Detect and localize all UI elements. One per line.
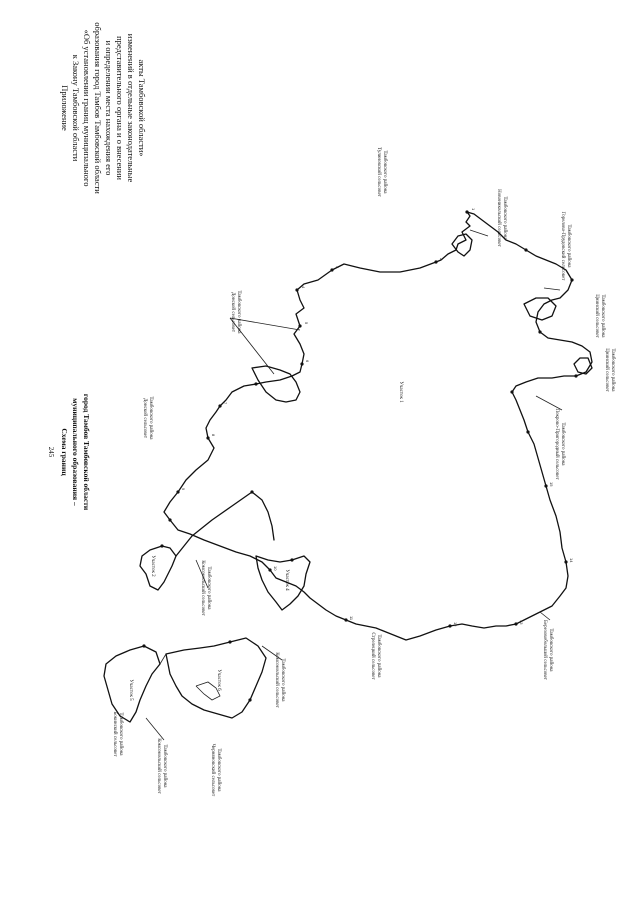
section-2-label: Участок 2 — [150, 555, 155, 577]
komsomolsky-c-label-2: Тамбовского района — [162, 744, 167, 788]
point-label: 15 — [549, 482, 554, 487]
point-marker — [248, 698, 251, 701]
point-label: 10 — [273, 566, 278, 571]
point-marker — [160, 544, 163, 547]
annex-line-5: и определении места нахождения его — [104, 40, 114, 176]
section-1-label: Участок 1 — [398, 381, 403, 403]
point-label: 3 — [335, 266, 340, 269]
chernyanovsky-label-2: Тамбовского района — [216, 748, 221, 792]
point-label: 1 — [471, 208, 476, 211]
goryelo-label-2: Тамбовского района — [566, 224, 571, 268]
tulinovsky-label-2: Тамбовского района — [382, 150, 387, 194]
pokrovo-label-1: Покрово-Пригородный сельсовет — [554, 408, 559, 480]
section-6-link — [160, 654, 166, 664]
point-marker — [448, 624, 451, 627]
point-marker — [142, 644, 145, 647]
point-label: 5 — [304, 322, 309, 325]
komsomolsky-c-label-1: Комсомольский сельсовет — [156, 738, 161, 794]
bokinsky-label-1: Бокинский сельсовет — [112, 711, 117, 757]
section-4-label: Участок 4 — [284, 569, 289, 591]
point-marker — [250, 490, 253, 493]
novonikolsky-leader — [470, 230, 488, 236]
point-marker — [330, 268, 333, 271]
stupinsky-label-1: Стрелецкий сельсовет — [370, 632, 375, 680]
komsomolsky-b-label-1: Комсомольский сельсовет — [274, 652, 279, 708]
bokinsky-label-2: Тамбовского района — [118, 712, 123, 756]
point-marker — [344, 618, 347, 621]
tsninsky-a-label-2: Тамбовского района — [600, 294, 605, 338]
donskoy-mid-label-1: Донской сельсовет — [142, 397, 147, 439]
point-marker — [434, 260, 437, 263]
section-5-label: Участок 5 — [128, 679, 133, 701]
novonikolsky-label-2: Тамбовского района — [502, 196, 507, 240]
donskoy-mid-label-2: Тамбовского района — [148, 396, 153, 440]
annex-line-2: к Закону Тамбовской области — [71, 54, 81, 162]
annex-line-1: Приложение — [60, 85, 70, 131]
berezovo-label-1: Березовобольшой сельсовет — [542, 620, 547, 680]
annex-line-6: представительного органа и о внесении — [115, 36, 125, 180]
page-number: 245 — [47, 446, 55, 458]
komsomolsky-b-label-2: Тамбовского района — [280, 658, 285, 702]
title-line-2: муниципального образования – — [71, 398, 80, 506]
title-line-1: Схема границ — [60, 428, 69, 476]
annex-line-8: акты Тамбовской области» — [137, 59, 147, 157]
point-label: 8 — [211, 434, 216, 437]
point-marker — [206, 436, 209, 439]
boundary-points — [142, 210, 577, 701]
point-label: 2 — [439, 258, 444, 261]
point-label: 14 — [569, 558, 574, 563]
point-label: 4 — [301, 286, 306, 289]
annex-header — [60, 22, 147, 194]
boundary-section-2 — [140, 546, 176, 590]
goryelo-leader — [544, 288, 560, 290]
point-label: 12 — [453, 622, 458, 627]
point-marker — [544, 484, 547, 487]
scheme-title — [60, 394, 91, 511]
tsninsky-a-label-1: Цнинский сельсовет — [594, 294, 599, 338]
section-6-label: Участок 6 — [216, 669, 221, 691]
point-label: 7 — [223, 402, 228, 405]
pokrovo-label-2: Тамбовского района — [560, 422, 565, 466]
annex-line-4: образования город Тамбов Тамбовской области — [93, 22, 103, 194]
point-marker — [176, 490, 179, 493]
tsninsky-b-label-1: Цнинский сельсовет — [604, 348, 609, 392]
tsninsky-b-label-2: Тамбовского района — [610, 348, 615, 392]
chernyanovsky-label-1: Черняновский сельсовет — [210, 743, 215, 797]
boundary-section-1 — [164, 212, 592, 640]
annex-line-7: изменений в отдельные законодательные — [126, 33, 136, 183]
point-marker — [268, 568, 271, 571]
point-label: 6 — [305, 360, 310, 363]
point-label: 13 — [519, 620, 524, 625]
point-marker — [574, 374, 577, 377]
novonikolsky-cluster — [452, 234, 472, 256]
tulinovsky-label-1: Тулиновский сельсовет — [376, 147, 381, 197]
stupinsky-label-2: Тамбовского района — [376, 634, 381, 678]
donskoy-top-label-1: Донской сельсовет — [230, 291, 235, 333]
annex-line-3: «Об установлении границ муниципального — [82, 29, 92, 187]
donskoy-top-label-2: Тамбовского района — [236, 290, 241, 334]
goryelo-label-1: Горелово-Прудовский сельсовет — [560, 211, 565, 281]
point-marker — [526, 430, 529, 433]
point-marker — [510, 390, 513, 393]
komsomolsky-a-label-1: Комсомольский сельсовет — [200, 560, 205, 616]
komsomolsky-a-label-2: Тамбовского района — [206, 566, 211, 610]
point-marker — [290, 558, 293, 561]
point-label: 11 — [349, 616, 354, 621]
point-marker — [254, 382, 257, 385]
point-marker — [514, 622, 517, 625]
point-marker — [218, 404, 221, 407]
novonikolsky-label-1: Новоникольский сельсовет — [496, 189, 501, 247]
point-marker — [524, 248, 527, 251]
berezovo-label-2: Тамбовского района — [548, 628, 553, 672]
point-marker — [300, 362, 303, 365]
point-marker — [168, 518, 171, 521]
point-marker — [298, 324, 301, 327]
point-marker — [228, 640, 231, 643]
point-marker — [295, 288, 298, 291]
title-line-3: город Тамбов Тамбовской области — [82, 393, 91, 511]
boundary-section-6 — [166, 638, 266, 718]
section-2-link — [176, 492, 274, 556]
point-marker — [465, 210, 468, 213]
point-label: 9 — [181, 488, 186, 491]
point-marker — [570, 278, 573, 281]
point-marker — [538, 330, 541, 333]
point-marker — [564, 560, 567, 563]
